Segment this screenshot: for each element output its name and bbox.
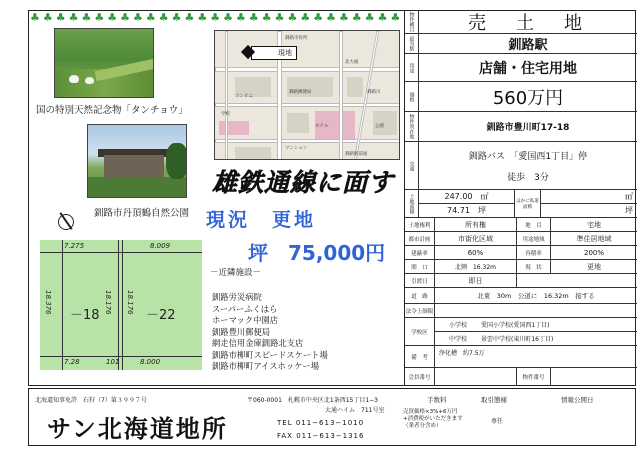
clover-border: [28, 10, 404, 24]
clover-icon: ♣: [94, 10, 105, 24]
price: 560万円: [492, 87, 564, 109]
area-m2: 247.00 ㎡: [419, 190, 514, 204]
clover-icon: ♣: [210, 10, 221, 24]
clover-icon: ♣: [223, 10, 233, 24]
clover-icon: ♣: [248, 10, 259, 24]
license-number: 北海道知事免許 石狩（7）第３９９７号: [35, 397, 147, 404]
clover-icon: ♣: [236, 10, 246, 24]
park-building: [104, 155, 164, 177]
park-tree: [166, 143, 187, 179]
clover-icon: ♣: [171, 10, 182, 24]
headline: 雄鉄通線に面す: [212, 168, 395, 197]
clover-icon: ♣: [145, 10, 156, 24]
company-name: サン北海道地所: [47, 415, 228, 443]
nearby-item: 釧路労災病院: [212, 292, 262, 302]
nearby-item: 釧路市柳町スピードスケート場: [212, 349, 328, 360]
compass-icon: [58, 214, 74, 230]
clover-icon: ♣: [300, 10, 311, 24]
clover-icon: ♣: [377, 10, 388, 24]
plot-plan: 7.275 8.009 7.28 8.000 101 18.376 18.176 18.176 －18 －22: [40, 240, 202, 370]
clover-icon: ♣: [351, 10, 362, 24]
bus-stop: 釧路バス 「愛国西1丁目」停: [468, 151, 588, 162]
clover-icon: ♣: [390, 10, 401, 24]
current-status: 現況 更地: [206, 209, 317, 231]
company-footer: 北海道知事免許 石狩（7）第３９９７号 サン北海道地所 〒060-0001 札幌市中央区北1条西15丁目1−3 大通ハイム 711号室 TEL 011−613−1010 FAX 011−613−1316 手数料 取引態様 情報公開日 売買価格×3%+6万円 +消費税がいただきます （業者分含め） 専任: [28, 388, 636, 446]
park-lawn: [88, 177, 187, 198]
clover-icon: ♣: [133, 10, 143, 24]
company-fax: FAX 011−613−1316: [277, 432, 365, 440]
clover-icon: ♣: [197, 10, 208, 24]
company-address: 〒060-0001 札幌市中央区北1条西15丁目1−3: [247, 397, 379, 404]
location: 釧路市豊川町17-18: [486, 123, 570, 133]
park-caption: 釧路市丹頂鶴自然公園: [94, 208, 190, 219]
spec-table: 物件種目 売 土 地 最寄駅 釧路駅 用途 店舗・住宅用地 価格 560万円 物件所在地 釧路市豊川町17-18 交通 釧路バス 「愛国西1丁目」停 徒歩 3分 土地面積 247.00 ㎡ 74.71 坪 ほかに私道面積 ㎡ 坪 土地権利 所有権 地 目 宅地 都市計画 市街化区域 用途地域 準住居地域 建蔽率 60% 容積率 200% 間 口 北側 16.32m 現 状 更地 引渡日 即日 道 路 北東 30m 公道に 16.32m 接する 法令上制限 学校区 小学校 愛国小学校(愛国西1丁目) 中学校 景雲中学校(東川町16丁目) 備 考 浄化槽 約7.5万 会員番号 物件番号: [404, 10, 636, 386]
clover-icon: ♣: [274, 10, 285, 24]
clover-icon: ♣: [158, 10, 169, 24]
usage: 店舗・住宅用地: [479, 60, 577, 77]
crane-bird: [85, 77, 94, 84]
clover-icon: ♣: [287, 10, 298, 24]
crane-caption: 国の特別天然記念物「タンチョウ」: [36, 105, 188, 116]
company-building: 大通ハイム 711号室: [325, 407, 385, 414]
clover-icon: ♣: [30, 10, 40, 24]
crane-bird: [69, 75, 79, 83]
clover-icon: ♣: [81, 10, 92, 24]
walk-time: 徒歩 3分: [507, 172, 549, 183]
crane-photo: [54, 28, 154, 98]
clover-icon: ♣: [326, 10, 336, 24]
nearby-item: 釧路市柳町アイスホッケー場: [212, 361, 320, 371]
clover-icon: ♣: [339, 10, 349, 24]
fee-note: 売買価格×3%+6万円 +消費税がいただきます （業者分含め）: [403, 409, 463, 429]
site-marker-label: 現地: [251, 46, 297, 60]
clover-icon: ♣: [120, 10, 130, 24]
clover-icon: ♣: [261, 10, 272, 24]
clover-icon: ♣: [107, 10, 118, 24]
nearby-facilities: －近隣施設－ 釧路労災病院 スーパーふくはら ホーマック中園店 釧路豊川郵便局 網走信用金庫釧路北支店 釧路市柳町スピードスケート場 釧路市柳町アイスホッケー場: [206, 266, 404, 378]
company-tel: TEL 011−613−1010: [277, 419, 365, 427]
clover-icon: ♣: [42, 10, 53, 24]
property-type: 売 土 地: [468, 12, 588, 34]
clover-icon: ♣: [68, 10, 79, 24]
price-per-tsubo: 坪 75,000円: [248, 241, 386, 265]
clover-icon: ♣: [184, 10, 195, 24]
transaction-type: 専任: [491, 418, 504, 425]
nearby-item: 釧路豊川郵便局: [212, 326, 271, 337]
area-tsubo: 74.71 坪: [447, 206, 486, 215]
nearby-item: スーパーふくはら: [212, 303, 278, 314]
park-photo: [87, 124, 187, 198]
clover-icon: ♣: [364, 10, 375, 24]
clover-icon: ♣: [313, 10, 324, 24]
nearby-item: 網走信用金庫釧路北支店: [212, 338, 304, 348]
nearby-item: ホーマック中園店: [212, 315, 279, 325]
location-map: 釧路市役所 北大通 釧路郵便局 釧路川 コンビニ ホテル 公園 学校 マンション 釧路駅前通 現地: [214, 30, 400, 160]
clover-icon: ♣: [55, 10, 66, 24]
nearest-station: 釧路駅: [508, 38, 548, 53]
